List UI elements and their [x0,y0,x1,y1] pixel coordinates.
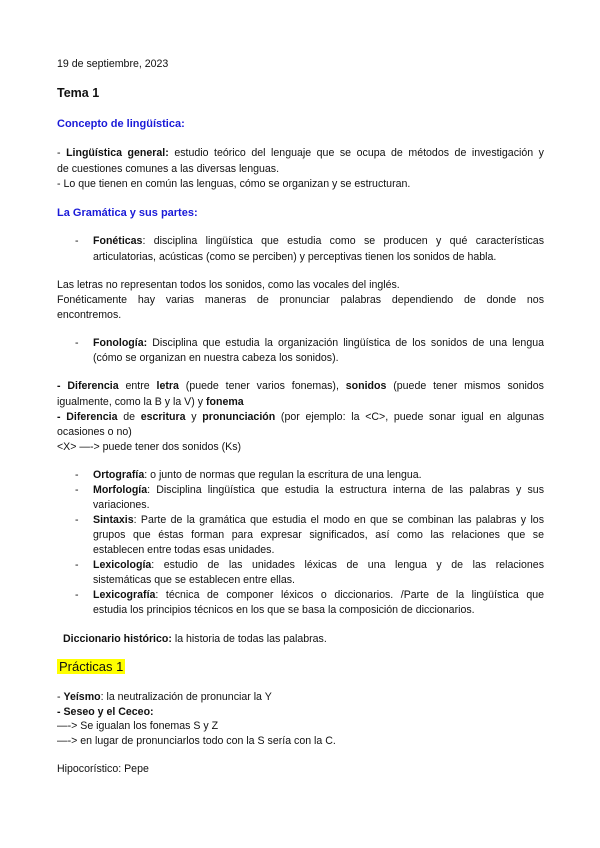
list-dash: - [75,235,79,247]
term-linguistica-general: Lingüística general: [66,147,169,159]
term-diccionario-historico: Diccionario histórico: [63,633,172,645]
term-fonologia: Fonología: [93,337,148,349]
list-dash: - [75,337,79,349]
item-fonologia-line2: (cómo se organizan en nuestra cabeza los sonidos). [93,352,339,364]
item-morfologia-line1: Morfología: Disciplina lingüística que estudia la estructura interna de las palabras y sus [93,484,544,496]
term-yeismo: Yeísmo [63,691,101,703]
item-lexicologia-line1: Lexicología: estudio de las unidades léxicas de una lengua y de las relaciones [93,559,544,571]
page-title: Tema 1 [57,86,100,100]
item-sintaxis-line2: grupos que éstas forman para expresar significados, así como las relaciones que se [93,529,544,541]
paragraph-diferencia2-line1: - Diferencia de escritura y pronunciación (por ejemplo: la <C>, puede sonar igual en algunas [57,411,544,423]
paragraph-diccionario-historico: Diccionario histórico: la historia de todas las palabras. [63,633,327,645]
list-dash: - [75,589,79,601]
item-sintaxis-line3: establecen entre todas esas unidades. [93,544,275,556]
paragraph-seseo: - Seseo y el Ceceo: [57,706,154,718]
paragraph-arrow2: —-> en lugar de pronunciarlos todo con la S sería con la C. [57,735,336,747]
paragraph-diferencia1-line2: igualmente, como la B y la V) y fonema [57,396,244,408]
paragraph-arrow1: —-> Se igualan los fonemas S y Z [57,720,219,732]
paragraph-hipocoristico: Hipocorístico: Pepe [57,763,149,775]
paragraph-diferencia1-line1: - Diferencia entre letra (puede tener varios fonemas), sonidos (puede tener mismos sonidos [57,380,544,392]
paragraph-linguistica-general-line1: - Lingüística general: estudio teórico del lenguaje que se ocupa de métodos de investigación y [57,147,544,159]
paragraph-linguistica-general-line2: de cuestiones comunes a las diversas lenguas. [57,163,280,175]
heading-concepto: Concepto de lingüística: [57,118,185,130]
practicas-title: Prácticas 1 [59,659,124,674]
item-fonologia-line1: Fonología: Disciplina que estudia la organización lingüística de los sonidos de una lengua [93,337,544,349]
item-lexicografia-line1: Lexicografía: técnica de componer léxicos o diccionarios. /Parte de la lingüística que [93,589,544,601]
term-sintaxis: Sintaxis [93,514,134,526]
paragraph-x-sonidos: <X> —-> puede tener dos sonidos (Ks) [57,441,242,453]
list-dash: - [75,484,79,496]
item-sintaxis-line1: Sintaxis: Parte de la gramática que estudia el modo en que se combinan las palabras y los [93,514,544,526]
item-foneticas-line1: Fonéticas: disciplina lingüística que estudia como se producen y qué características [93,235,544,247]
item-morfologia-line2: variaciones. [93,499,150,511]
list-dash: - [75,559,79,571]
term-morfologia: Morfología [93,484,148,496]
term-lexicologia: Lexicología [93,559,152,571]
heading-gramatica: La Gramática y sus partes: [57,207,198,219]
paragraph-letras-line2: Fonéticamente hay varias maneras de pronunciar palabras dependiendo de donde nos [57,294,544,306]
term-lexicografia: Lexicografía [93,589,156,601]
paragraph-diferencia2-line2: ocasiones o no) [57,426,132,438]
paragraph-letras-line1: Las letras no representan todos los sonidos, como las vocales del inglés. [57,279,400,291]
practicas-heading [57,658,125,677]
item-foneticas-line2: articulatorias, acústicas (como se perciben) y perceptivas tienen los sonidos de habla. [93,251,497,263]
term-seseo: Seseo y el Ceceo: [63,706,154,718]
item-ortografia: Ortografía: o junto de normas que regulan la escritura de una lengua. [93,469,422,481]
list-dash: - [75,469,79,481]
term-ortografia: Ortografía [93,469,145,481]
paragraph-comun: - Lo que tienen en común las lenguas, cómo se organizan y se estructuran. [57,178,411,190]
date: 19 de septiembre, 2023 [57,58,169,70]
item-lexicografia-line2: estudia los principios técnicos en los que se basa la composición de diccionarios. [93,604,475,616]
paragraph-letras-line3: encontremos. [57,309,122,321]
item-lexicologia-line2: sistemáticas que se establecen entre ellas. [93,574,295,586]
paragraph-yeismo: - Yeísmo: la neutralización de pronunciar la Y [57,691,272,703]
list-dash: - [75,514,79,526]
term-foneticas: Fonéticas [93,235,143,247]
